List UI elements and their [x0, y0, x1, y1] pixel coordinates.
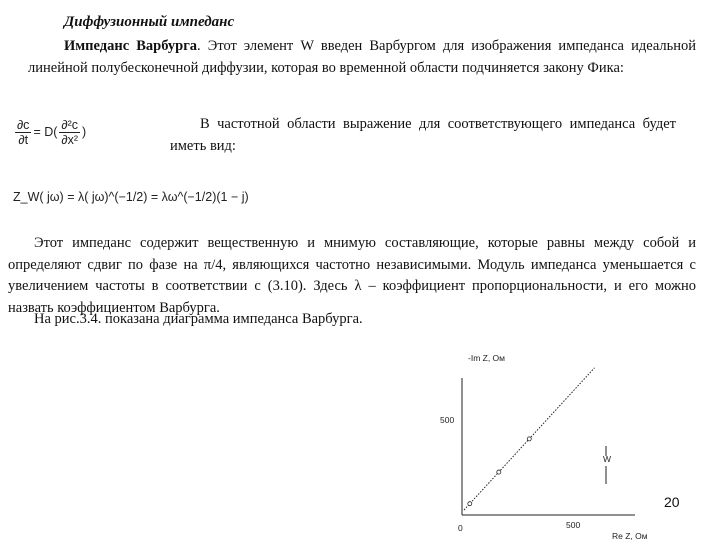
- paragraph-frequency-domain: В частотной области выражение для соответствующего импеданса будет иметь вид:: [170, 116, 676, 154]
- y-tick-500: 500: [440, 415, 455, 425]
- dc-dt-fraction: $\frac{\partial c}{\partial t}$: [17, 118, 30, 147]
- formula-equals-d: = D(: [33, 124, 58, 139]
- x-tick-500: 500: [566, 520, 581, 530]
- section-heading: Диффузионный импеданс: [64, 14, 235, 30]
- d2c-dx2-fraction: $\frac{\text{∂²c}}{\text{∂x²}}$: [61, 118, 78, 147]
- data-point-marker: [527, 437, 531, 441]
- plot-area: [464, 368, 595, 510]
- data-point-marker: [497, 470, 501, 474]
- paragraph-text: . Этот элемент W введен Варбургом для изображения импеданса идеальной линейной полубесконечной диффузии, которая во временной области подчиняется закону Фика:: [28, 38, 696, 76]
- paragraph-figure-reference: На рис.3.4. показана диаграмма импеданса Варбурга.: [34, 311, 363, 327]
- x-tick-0: 0: [458, 523, 463, 533]
- term-warburg-impedance: Импеданс Варбурга: [64, 38, 198, 54]
- page-number: 20: [664, 494, 680, 510]
- y-axis-label: -Im Z, Ом: [468, 353, 506, 363]
- warburg-impedance-chart: [420, 350, 680, 540]
- warburg-impedance-formula: Z_W( jω) = λ( jω)^(−1/2) = λω^(−1/2)(1 − j): [13, 190, 249, 204]
- paragraph-warburg-intro: [28, 36, 696, 79]
- fick-law-formula: [13, 118, 86, 147]
- warburg-label: W: [603, 454, 612, 464]
- x-axis-label: Re Z, Ом: [612, 531, 648, 540]
- paragraph-impedance-components: Этот импеданс содержит вещественную и мнимую составляющие, которые равны между собой и определяют сдвиг по фазе на π/4, являющихся частотно независимыми. Модуль импеданса уменьшается с увеличением частоты в соответствии с (3.10). Здесь λ – коэффициент пропорциональности, и его можно назвать коэффициентом Варбурга.: [8, 235, 696, 316]
- formula-close: ): [82, 124, 87, 139]
- data-point-marker: [468, 502, 472, 506]
